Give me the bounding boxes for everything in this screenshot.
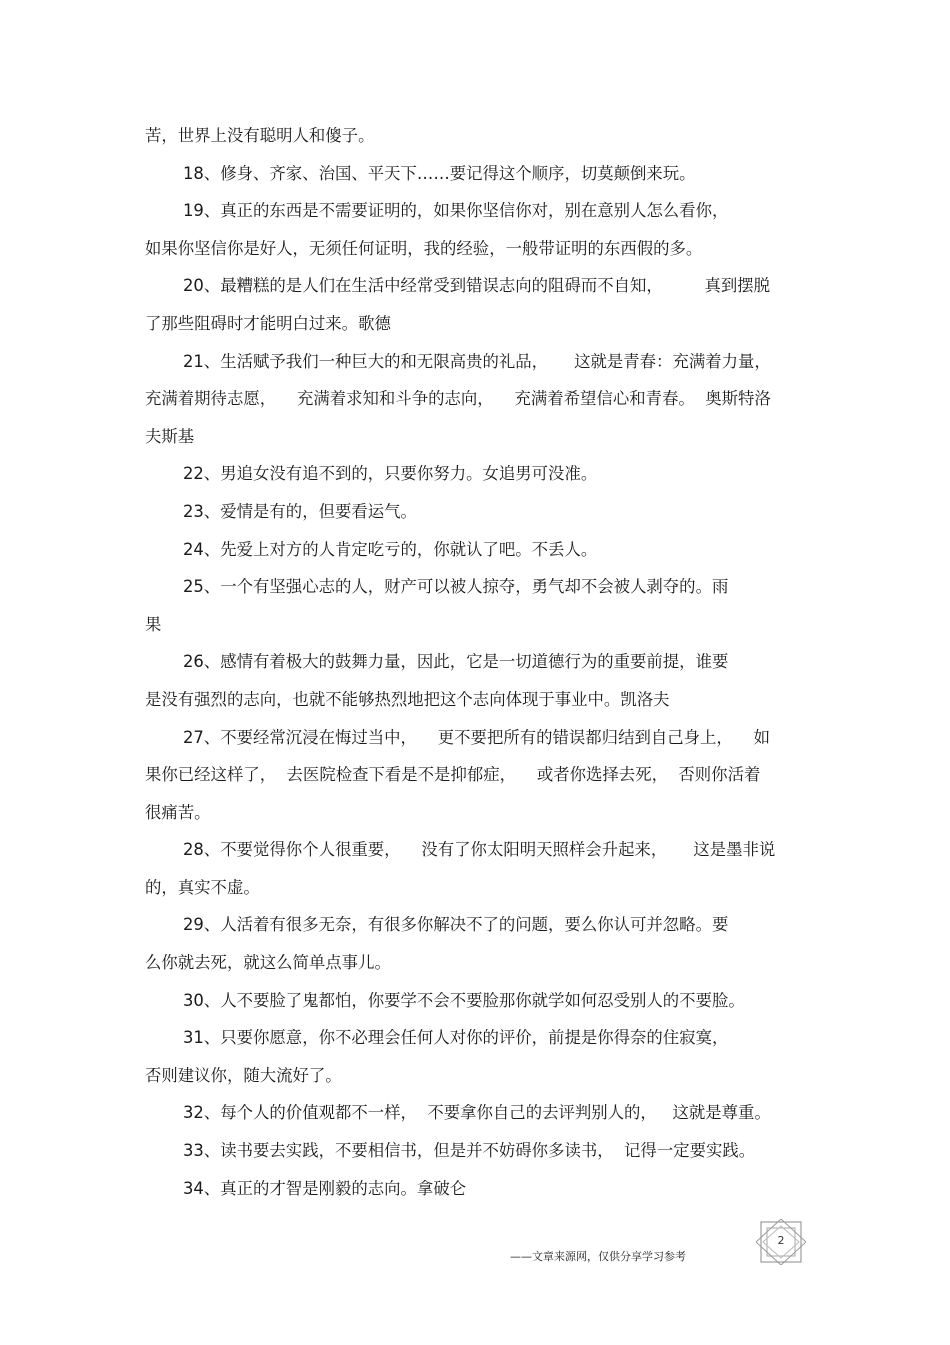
text-line: 18、修身、齐家、治国、平天下……要记得这个顺序，切莫颠倒来玩。 [183, 163, 696, 183]
text-line: 否则建议你，随大流好了。 [145, 1065, 342, 1085]
text-line: 22、男追女没有追不到的，只要你努力。女追男可没准。 [183, 464, 598, 484]
text-line: 夫斯基 [145, 426, 195, 446]
text-line: 27、不要经常沉浸在悔过当中， 更不要把所有的错误都归结到自己身上， 如 [183, 727, 771, 747]
text-line: 28、不要觉得你个人很重要， 没有了你太阳明天照样会升起来， 这是墨非说 [183, 840, 776, 860]
text-line: 26、感情有着极大的鼓舞力量，因此，它是一切道德行为的重要前提，谁要 [183, 652, 729, 672]
text-line: 21、生活赋予我们一种巨大的和无限高贵的礼品， 这就是青春：充满着力量， [183, 351, 771, 371]
page-number-badge [756, 1219, 806, 1265]
text-line: 苦，世界上没有聪明人和傻子。 [145, 126, 375, 145]
text-line: 是没有强烈的志向，也就不能够热烈地把这个志向体现于事业中。凯洛夫 [145, 689, 670, 709]
text-line: 33、读书要去实践，不要相信书，但是并不妨碍你多读书， 记得一定要实践。 [183, 1141, 756, 1161]
page-number: 2 [777, 1234, 785, 1247]
text-line: 19、真正的东西是不需要证明的，如果你坚信你对，别在意别人怎么看你， [183, 201, 729, 221]
text-line: 的，真实不虚。 [145, 877, 260, 897]
text-line: 32、每个人的价值观都不一样， 不要拿你自己的去评判别人的， 这就是尊重。 [183, 1103, 771, 1123]
text-line: 31、只要你愿意，你不必理会任何人对你的评价，前提是你得奈的住寂寞， [183, 1028, 729, 1048]
text-line: 很痛苦。 [145, 802, 211, 822]
text-line: 23、爱情是有的，但要看运气。 [183, 501, 417, 521]
text-line: 20、最糟糕的是人们在生活中经常受到错误志向的阻碍而不自知， 真到摆脱 [183, 276, 771, 296]
footer-source-note: ——文章来源网，仅供分享学习参考 [510, 1250, 686, 1263]
text-line: 29、人活着有很多无奈，有很多你解决不了的问题，要么你认可并忽略。要 [183, 915, 729, 935]
text-line: 25、一个有坚强心志的人，财产可以被人掠夺，勇气却不会被人剥夺的。雨 [183, 577, 729, 597]
text-line: 了那些阻碍时才能明白过来。歌德 [145, 313, 391, 333]
text-line: 30、人不要脸了鬼都怕，你要学不会不要脸那你就学如何忍受别人的不要脸。 [183, 990, 745, 1010]
text-line: 么你就去死，就这么简单点事儿。 [145, 953, 391, 973]
text-line: 24、先爱上对方的人肯定吃亏的，你就认了吧。不丢人。 [183, 539, 598, 559]
text-line: 果 [145, 614, 162, 634]
text-line: 34、真正的才智是刚毅的志向。拿破仑 [183, 1178, 467, 1198]
text-line: 充满着期待志愿， 充满着求知和斗争的志向， 充满着希望信心和青春。 奥斯特洛 [145, 389, 771, 409]
text-line: 如果你坚信你是好人，无须任何证明，我的经验，一般带证明的东西假的多。 [145, 238, 703, 258]
document-body [145, 117, 808, 1207]
text-line: 果你已经这样了， 去医院检查下看是不是抑郁症， 或者你选择去死， 否则你活着 [145, 765, 761, 785]
